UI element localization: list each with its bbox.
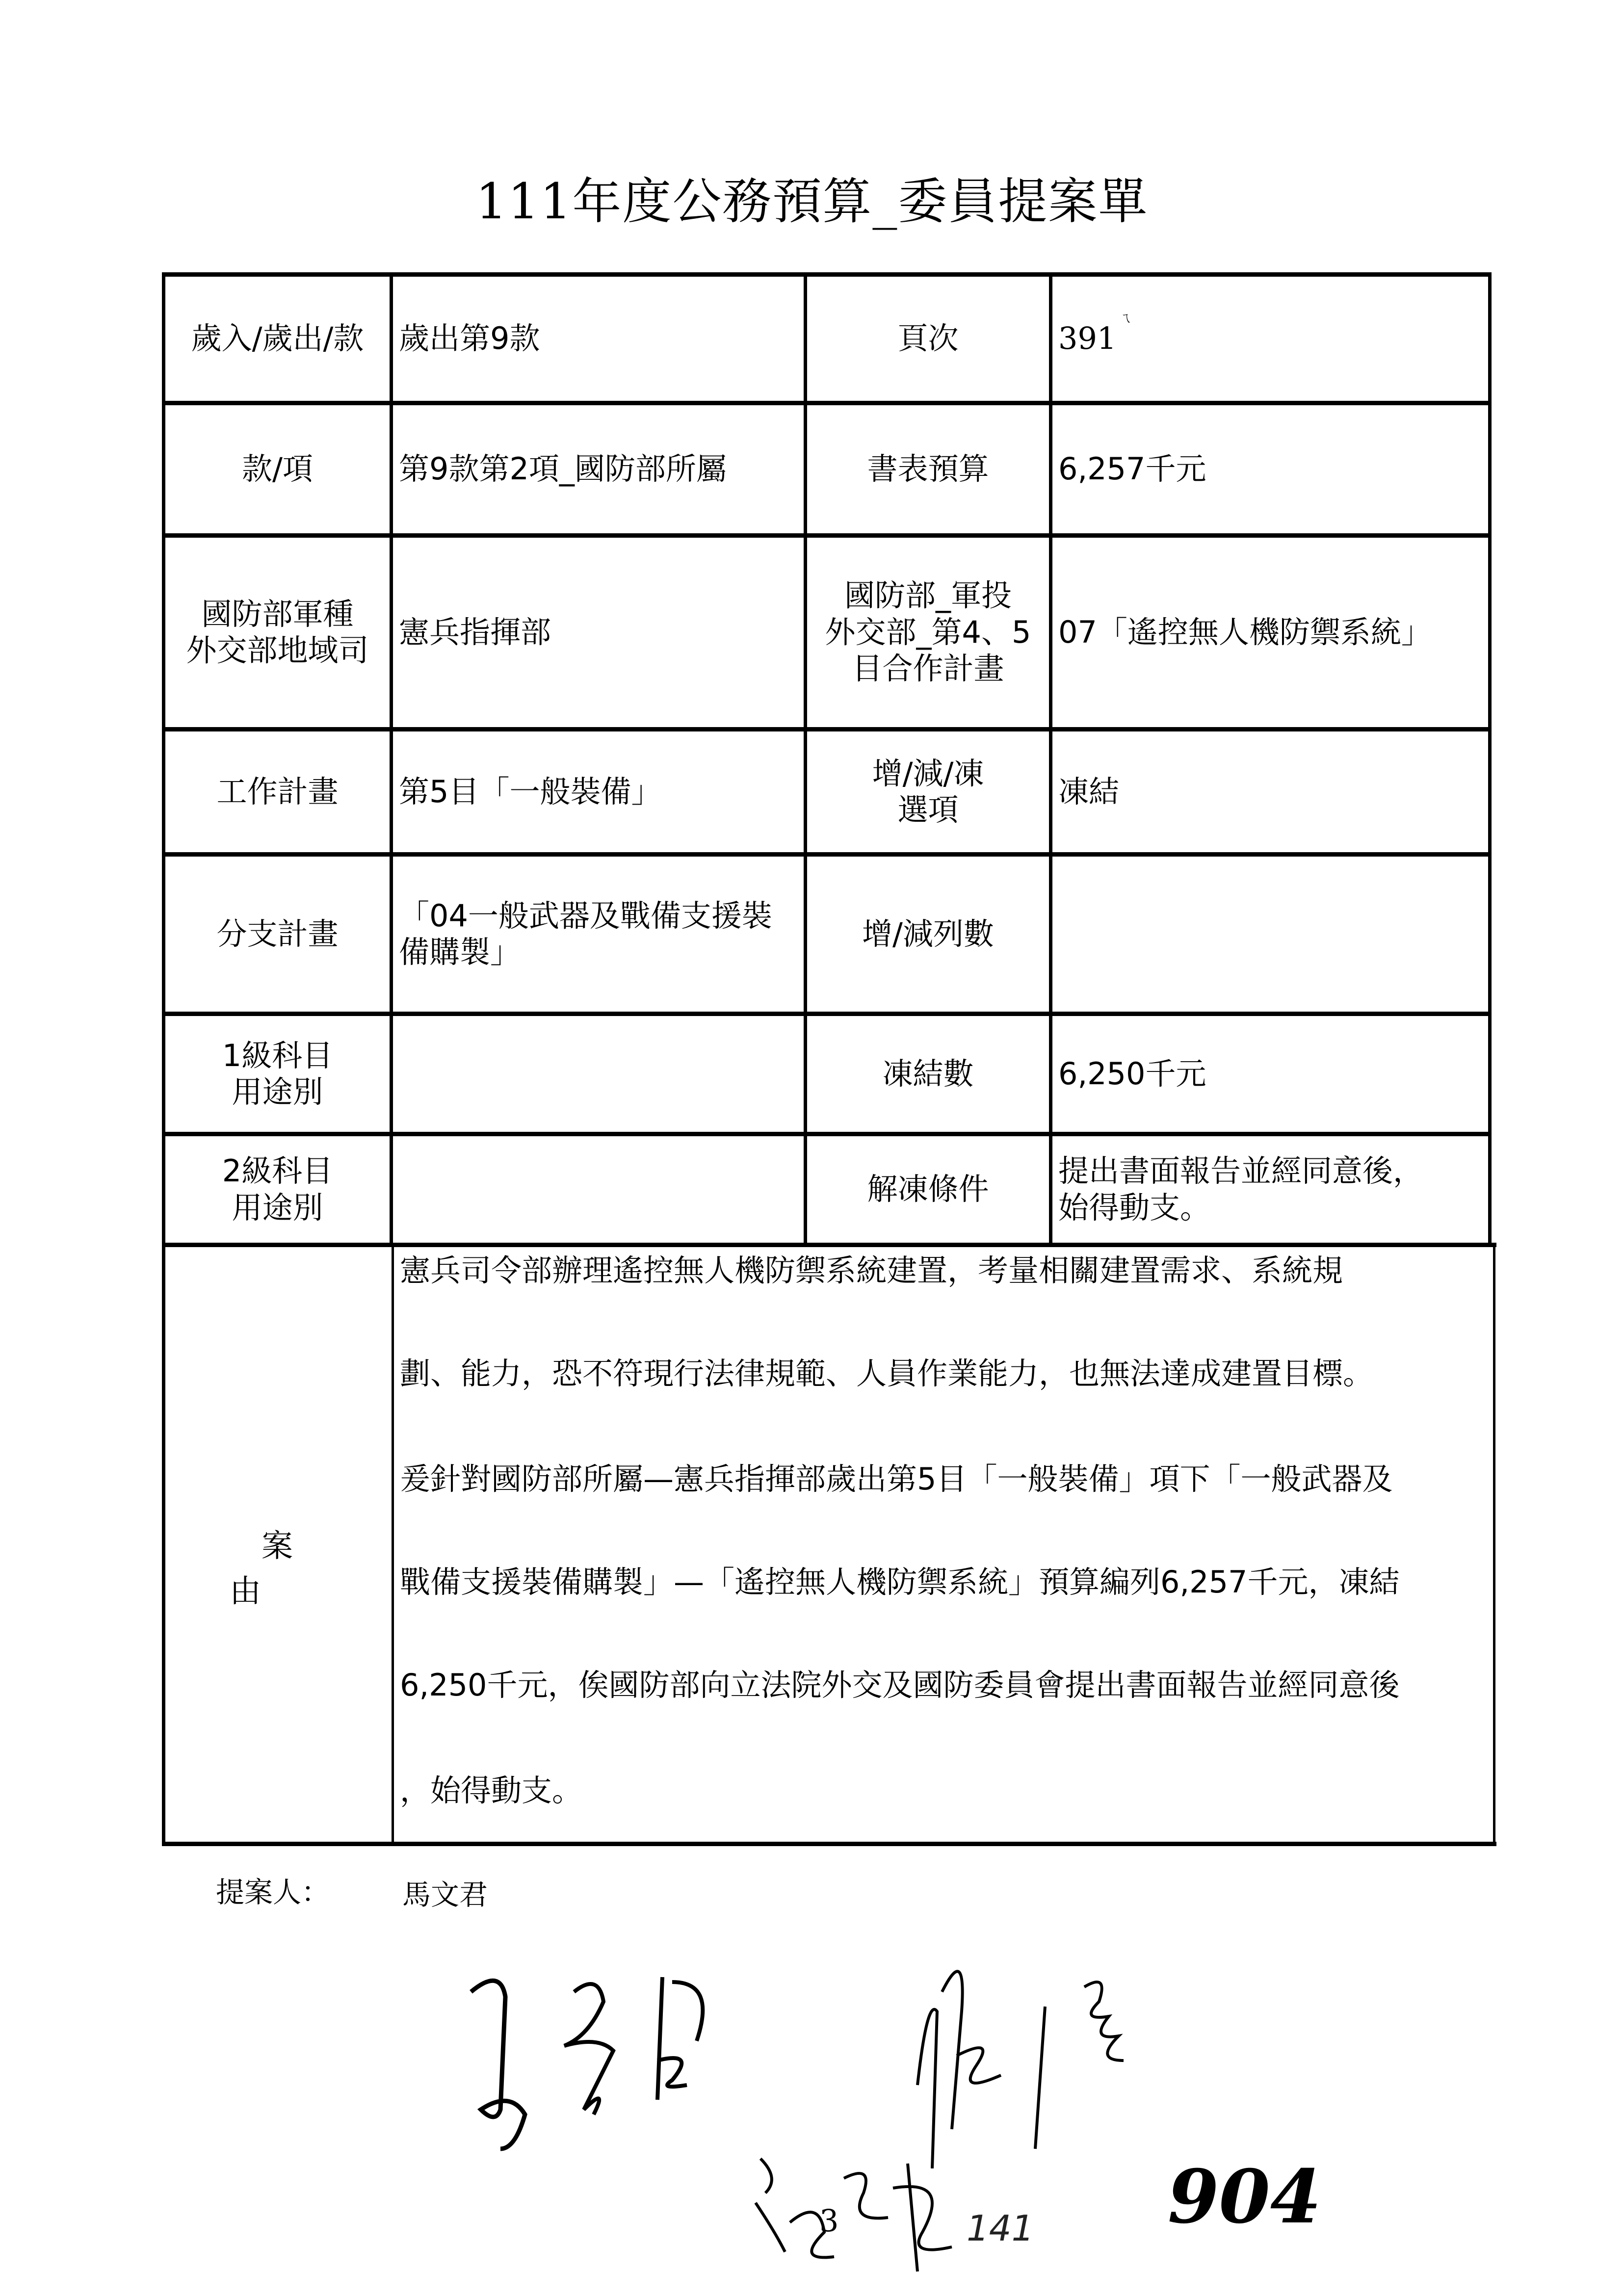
value-change-amount — [1052, 857, 1488, 1012]
value-action-option: 凍結 — [1058, 773, 1120, 809]
value-section-item: 第9款第2項_國防部所屬 — [399, 451, 727, 487]
reason-line: 憲兵司令部辦理遙控無人機防禦系統建置，考量相關建置需求、系統規 — [400, 1252, 1343, 1288]
handwritten-mark: ㄟ — [1119, 311, 1132, 326]
reason-line: 劃、能力，恐不符現行法律規範、人員作業能力，也無法達成建置目標。 — [400, 1356, 1374, 1391]
reason-label: 案由 — [230, 1528, 357, 1610]
handwritten-number-904: 904 — [1168, 2154, 1322, 2240]
label-military-branch: 國防部軍種 外交部地域司 — [186, 596, 369, 668]
value-level1-subject — [393, 1016, 804, 1132]
value-budget: 6,257千元 — [1058, 451, 1206, 487]
label-page: 頁次 — [897, 320, 959, 357]
label-revenue-expense: 歲入/歲出/款 — [191, 320, 364, 357]
proposal-table — [162, 272, 1492, 1246]
form-title: 111年度公務預算_委員提案單 — [475, 173, 1149, 230]
label-section-item: 款/項 — [242, 451, 313, 487]
value-work-plan: 第5目「一般裝備」 — [399, 773, 662, 809]
handwritten-number-141: 141 — [967, 2208, 1034, 2249]
label-change-amount: 增/減列數 — [862, 915, 994, 952]
label-budget: 書表預算 — [867, 451, 989, 487]
value-unfreeze-condition: 提出書面報告並經同意後， 始得動支。 — [1058, 1153, 1424, 1226]
label-unfreeze-condition: 解凍條件 — [867, 1171, 989, 1207]
value-frozen-amount: 6,250千元 — [1058, 1055, 1206, 1092]
value-cooperation-plan: 07「遙控無人機防禦系統」 — [1058, 614, 1432, 650]
label-action-option: 增/減/凍 選項 — [872, 755, 984, 828]
label-level1-subject: 1級科目 用途別 — [222, 1037, 333, 1110]
reason-line: 6,250千元，俟國防部向立法院外交及國防委員會提出書面報告並經同意後 — [400, 1667, 1400, 1703]
value-level2-subject — [393, 1136, 804, 1243]
label-level2-subject: 2級科目 用途別 — [222, 1153, 333, 1226]
reason-line: ，始得動支。 — [400, 1773, 583, 1808]
value-revenue-expense: 歲出第9款 — [399, 320, 540, 357]
value-military-branch: 憲兵指揮部 — [399, 614, 551, 650]
proposer-label: 提案人： — [216, 1876, 330, 1909]
value-branch-plan: 「04一般武器及戰備支援裝 備購製」 — [399, 897, 772, 970]
label-frozen-amount: 凍結數 — [882, 1055, 974, 1092]
page-value: 391 — [1058, 320, 1117, 357]
label-branch-plan: 分支計畫 — [216, 915, 339, 952]
label-cooperation-plan: 國防部_軍投 外交部_第4、5 目合作計畫 — [825, 577, 1031, 687]
reason-line: 戰備支援裝備購製」—「遙控無人機防禦系統」預算編列6,257千元，凍結 — [400, 1564, 1400, 1600]
page-number: 3 — [819, 2203, 839, 2239]
proposer-name: 馬文君 — [402, 1878, 488, 1911]
label-work-plan: 工作計畫 — [216, 773, 339, 809]
value-page — [1052, 277, 1488, 401]
signature-3 — [746, 2134, 1001, 2286]
signature-1 — [442, 1962, 746, 2168]
reason-line: 爰針對國防部所屬—憲兵指揮部歲出第5目「一般裝備」項下「一般武器及 — [400, 1461, 1393, 1497]
